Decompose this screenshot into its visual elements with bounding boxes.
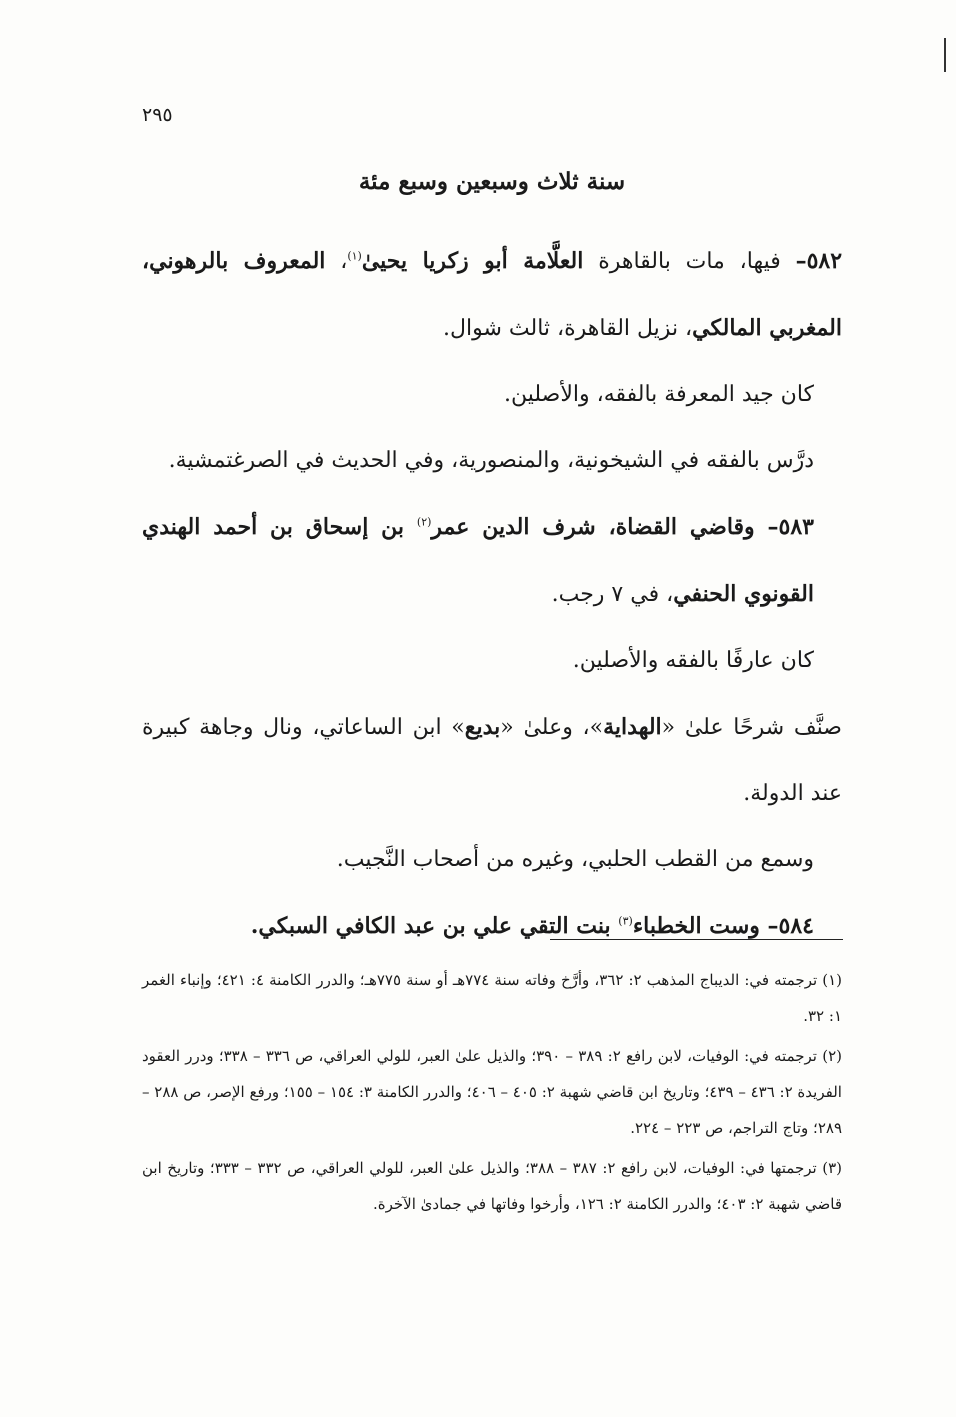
person-name: المعروف بالرهوني، المغربي المالكي: [142, 248, 842, 341]
entry-number: ٥٨٢–: [795, 248, 843, 274]
entry-number: ٥٨٣–: [767, 514, 814, 540]
person-name: بنت التقي علي بن عبد الكافي السبكي.: [250, 913, 619, 939]
footnote-divider: [550, 939, 843, 940]
footnote-3: (٣) ترجمتها في: الوفيات، لابن رافع ٢: ٣٨٧ – ٣٨٨؛ والذيل علىٰ العبر، للولي العراقي، ص ٣٣٢ – ٣٣٣؛ وتاريخ ابن قاضي شهبة ٢: ٤٠٣؛ والدرر الكامنة ٢: ١٢٦، وأرخوا وفاتها في جمادىٰ الآخرة.: [142, 1159, 842, 1213]
text-run: » ابن الساعاتي، ونال وجاهة كبيرة عند الدولة.: [142, 715, 842, 806]
paragraph: وسمع من القطب الحلبي، وغيره من أصحاب النَّجيب.: [336, 847, 814, 872]
entry-584: [142, 893, 842, 960]
text-run: صنَّف شرحًا علىٰ «: [661, 715, 842, 740]
main-text: [142, 228, 842, 960]
text-run: »، وعلىٰ «: [500, 715, 604, 740]
text-run: ، في ٧ رجب.: [551, 582, 674, 607]
text-run: فيها، مات بالقاهرة: [583, 249, 796, 274]
book-title: بديع: [464, 714, 501, 740]
entry-number: ٥٨٤–: [767, 913, 814, 939]
paragraph: [142, 694, 842, 827]
footnote-ref[interactable]: (٣): [618, 914, 633, 928]
person-name: بن إسحاق بن أحمد الهندي القونوي الحنفي: [142, 514, 814, 607]
section-heading: سنة ثلاث وسبعين وسبع مئة: [358, 168, 626, 195]
page-edge-mark: [944, 38, 946, 72]
paragraph: درَّس بالفقه في الشيخونية، والمنصورية، وفي الحديث في الصرغتمشية.: [168, 448, 814, 473]
page-number: ٢٩٥: [142, 104, 173, 126]
footnote-1: (١) ترجمته في: الديباج المذهب ٢: ٣٦٢، وأرَّخ وفاته سنة ٧٧٤هـ أو سنة ٧٧٥هـ؛ والدرر الكامنة ٤: ٤٢١؛ وإنباء الغمر ١: ٣٢.: [142, 971, 843, 1025]
text-run: ، نزيل القاهرة، ثالث شوال.: [443, 316, 693, 341]
paragraph: كان عارفًا بالفقه والأصلين.: [572, 648, 814, 673]
book-title: الهداية: [603, 714, 662, 740]
paragraph: كان جيد المعرفة بالفقه، والأصلين.: [504, 382, 814, 407]
footnote-ref[interactable]: (٢): [416, 515, 432, 529]
footnote-2: (٢) ترجمته في: الوفيات، لابن رافع ٢: ٣٨٩ – ٣٩٠؛ والذيل علىٰ العبر، للولي العراقي، ص ٣٣٦ – ٣٣٨؛ ودرر العقود الفريدة ٢: ٤٣٦ – ٤٣٩؛ وتاريخ ابن قاضي شهبة ٢: ٤٠٥ – ٤٠٦؛ والدرر الكامنة ٣: ١٥٤ – ١٥٥؛ ورفع الإصر، ص ٢٨٨ – ٢٨٩؛ وتاج التراجم، ص ٢٢٣ – ٢٢٤.: [142, 1047, 842, 1137]
entry-583: [142, 494, 842, 628]
entry-582: [142, 228, 842, 362]
text-run: ،: [325, 249, 348, 274]
person-name: وست الخطباء: [632, 913, 768, 939]
person-name: العلَّامة أبو زكريا يحيىٰ: [361, 248, 584, 274]
person-name: وقاضي القضاة، شرف الدين عمر: [431, 514, 768, 540]
footnotes: [142, 962, 842, 1226]
footnote-ref[interactable]: (١): [347, 249, 362, 263]
